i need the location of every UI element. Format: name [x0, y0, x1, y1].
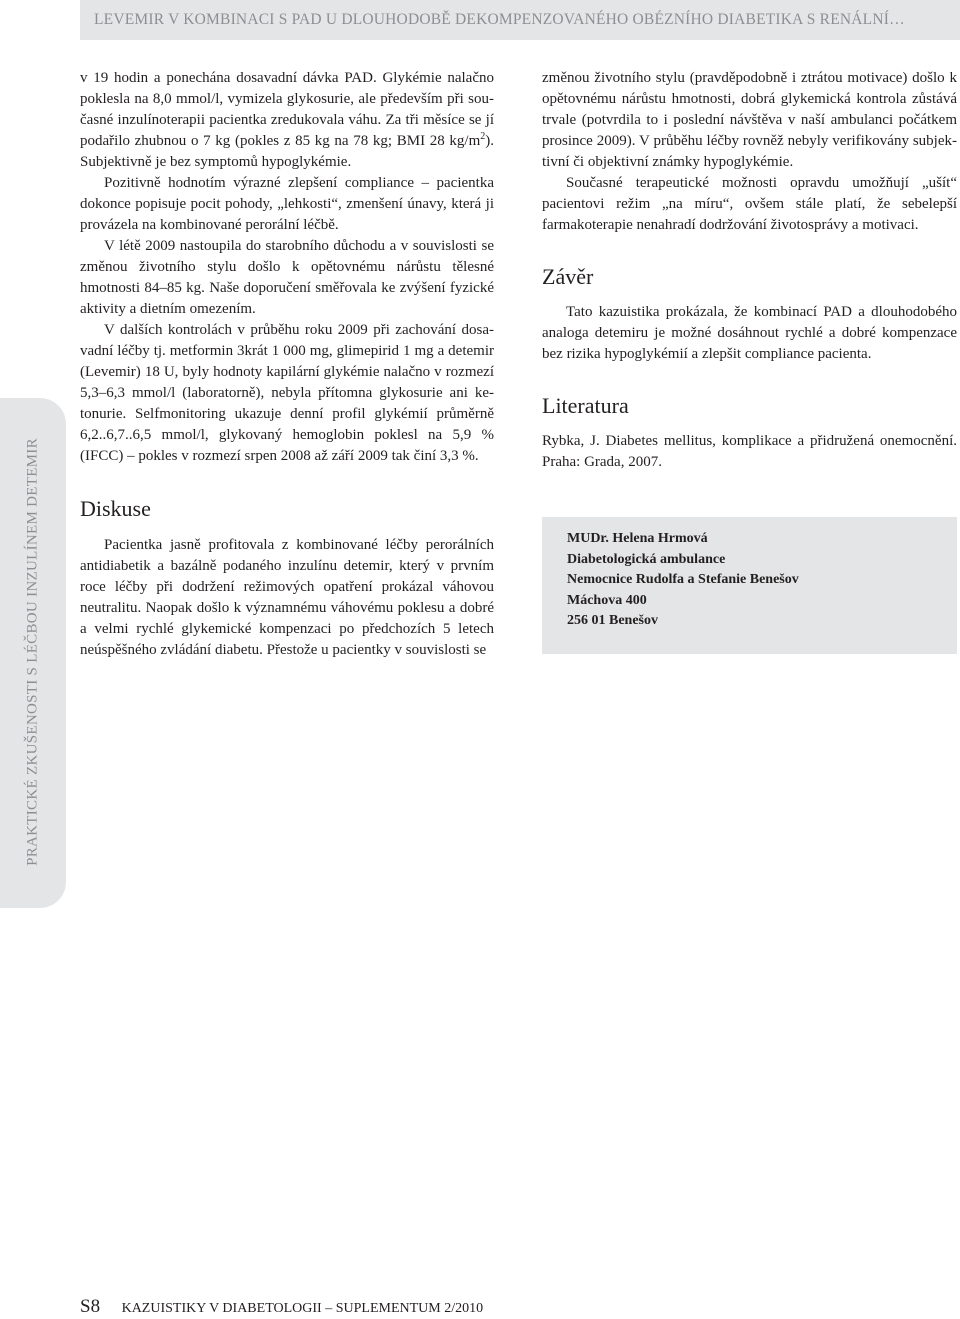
author-hospital: Nemocnice Rudolfa a Stefanie Benešov — [567, 572, 799, 587]
section-heading-zaver: Závěr — [542, 264, 594, 289]
paragraph: Pacientka jasně profitovala z kombinované léčby perorálních antidiabetik a bazálně podaného inzulínu detemir, který v prvním roce léčby při dodržení režimových opatření prokázal váhovou neutralitu. Naopak došlo k významnému váhovému poklesu a dobré a velmi rychlé glykemické kompenzaci po předchozích 5 letech neúspěšného zvládání diabetu. Přestože u pacientky v souvislosti se — [80, 537, 494, 658]
author-city: 256 01 Benešov — [567, 613, 658, 628]
page-number: S8 — [80, 1296, 101, 1317]
author-department: Diabetologická ambulance — [567, 551, 726, 567]
paragraph: změnou životního stylu (pravděpodobně i ztrátou motivace) došlo k opětovnému nárůstu hmotnosti, dobrá glykemická kontrola zůstává trvale (potvrdila to i poslední návštěva v naší ambulanci počátkem prosince 2009). V průběhu léčby rovněž nebyly verifikovány subjektivní či objektivní známky hypoglykémie. — [542, 70, 957, 170]
left-column — [80, 68, 494, 661]
paragraph: v 19 hodin a ponechána dosavadní dávka PAD. Glykémie nalačno poklesla na 8,0 mmol/l, vymizela glykosurie, ale především při současné inzulínoterapii pacientka zredukovala váhu. Za tři měsíce se jí podařilo zhubnou o 7 kg (pokles z 85 kg na 78 kg; BMI 28 $kg/m^2$). Subjektivně je bez symptomů hypoglykémie. — [80, 70, 494, 170]
running-header: LEVEMIR V KOMBINACI S PAD U DLOUHODOBĚ DEKOMPENZOVANÉHO OBÉZNÍHO DIABETIKA S RENÁLNÍ… — [80, 0, 960, 40]
paragraph: V létě 2009 nastoupila do starobního důchodu a v souvislosti se změnou životního stylu došlo k opětovnému nárůstu tělesné hmotnosti 84–85 kg. Naše doporučení směřovala ke zvýšení fyzické aktivity a dietním omezením. — [80, 238, 494, 317]
section-heading-literatura: Literatura — [542, 393, 629, 418]
paragraph: Tato kazuistika prokázala, že kombinací PAD a dlouhodobého analoga detemiru je možné dosáhnout rychlé a dobré kompenzace bez rizika hypoglykémií a zlepšit compliance pacienta. — [542, 304, 957, 362]
reference-item: Rybka, J. Diabetes mellitus, komplikace a přidružená onemocnění. Praha: Grada, 2007. — [542, 433, 957, 470]
page-footer — [80, 1296, 483, 1318]
author-street: Máchova 400 — [567, 592, 647, 608]
author-address-box — [542, 517, 957, 654]
section-heading-diskuse: Diskuse — [80, 496, 151, 521]
paragraph: Pozitivně hodnotím výrazné zlepšení compliance – pacientka dokonce popisuje pocit pohody, „lehkosti“, zmenšení únavy, která ji provázela na kombinované perorální léčbě. — [80, 175, 494, 233]
author-name: MUDr. Helena Hrmová — [567, 531, 708, 546]
side-tab-label: PRAKTICKÉ ZKUŠENOSTI S LÉČBOU INZULÍNEM DETEMIR — [24, 438, 41, 866]
right-column — [542, 68, 957, 473]
paragraph: V dalších kontrolách v průběhu roku 2009 při zachování dosavadní léčby tj. metformin 3krát 1 000 mg, glimepirid 1 mg a detemir (Levemir) 18 U, byly hodnoty kapilární glykémie nalačno v rozmezí 5,3–6,3 mmol/l (laboratorně), nebyla přítomna glykosurie ani ketonurie. Selfmonitoring ukazuje denní profil glykémií průměrně 6,2..6,7..6,5 mmol/l, glykovaný hemoglobin poklesl na 5,9 % (IFCC) – pokles v rozmezí srpen 2008 až září 2009 tak činí 3,3 %. — [80, 322, 494, 464]
paragraph: Současné terapeutické možnosti opravdu umožňují „ušít“ pacientovi režim „na míru“, ovšem stále platí, že sebelepší farmakoterapie nenahradí dodržování životosprávy a motivaci. — [542, 175, 957, 233]
journal-title: KAZUISTIKY V DIABETOLOGII – SUPLEMENTUM 2/2010 — [121, 1301, 484, 1316]
